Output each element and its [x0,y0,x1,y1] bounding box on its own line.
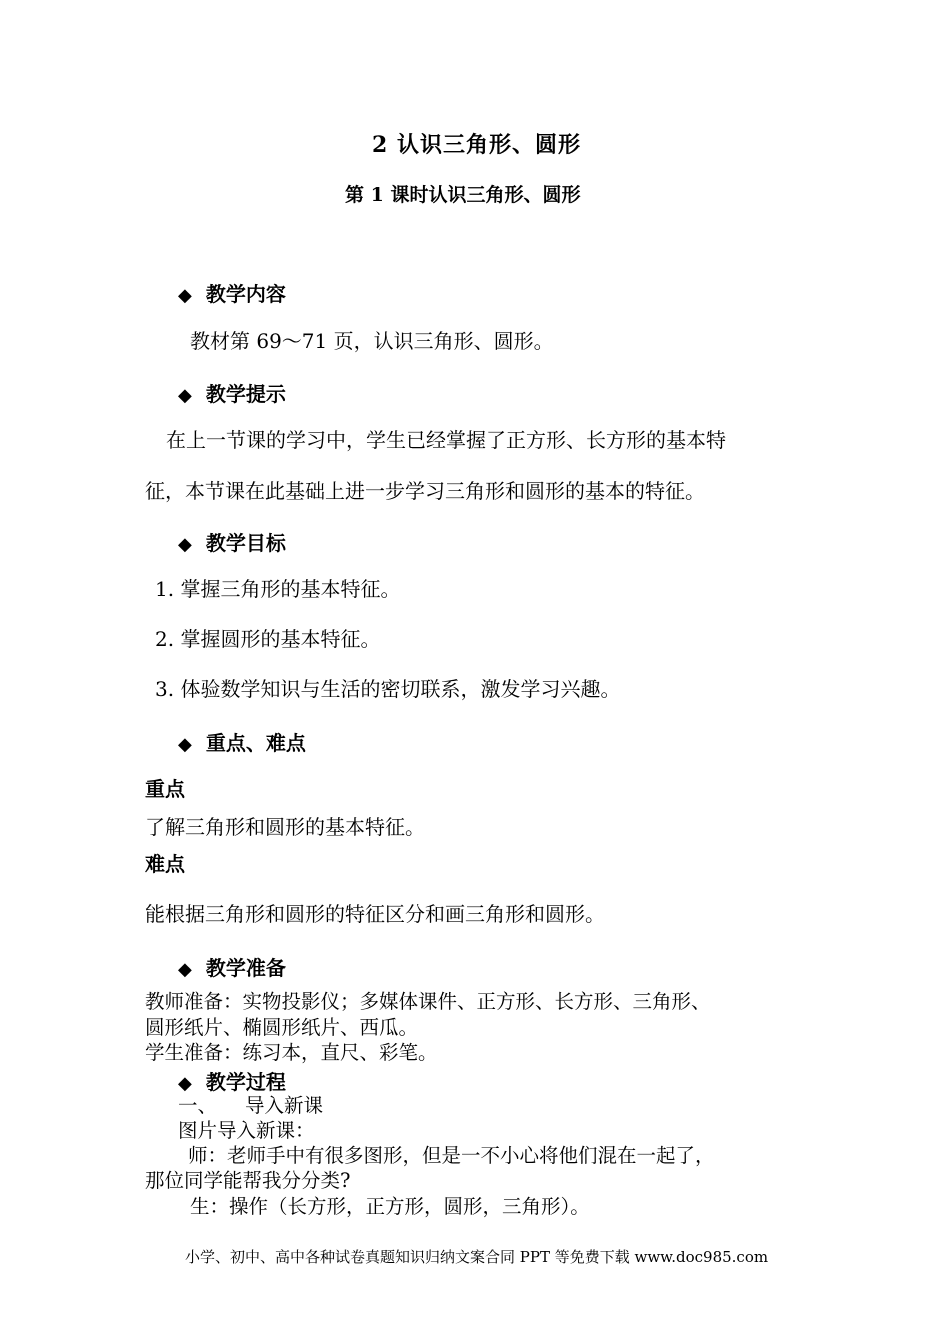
prep-teacher-line2: 圆形纸片、椭圆形纸片、西瓜。 [145,1016,419,1039]
page-subtitle: 第 1 课时认识三角形、圆形 [345,184,581,206]
goal-item-2: 2. 掌握圆形的基本特征。 [155,627,381,651]
process-step-number: 一、 [178,1094,218,1117]
section-heading-hint [178,378,286,407]
difficulty-text: 能根据三角形和圆形的特征区分和画三角形和圆形。 [145,902,605,926]
key-label: 重点 [145,777,185,801]
section-heading-label: 教学内容 [205,282,286,306]
section-heading-content [178,278,286,307]
process-step-label: 导入新课 [245,1094,324,1117]
diamond-bullet-icon: ◆ [178,385,192,406]
prep-student: 学生准备：练习本，直尺、彩笔。 [145,1041,438,1064]
section-heading-label: 重点、难点 [205,731,306,755]
section-heading-key [178,727,306,756]
diamond-bullet-icon: ◆ [178,285,192,306]
section-heading-prep [178,952,286,981]
difficulty-label: 难点 [145,852,185,876]
section-heading-label: 教学过程 [205,1070,286,1094]
section-heading-label: 教学提示 [205,382,286,406]
key-text: 了解三角形和圆形的基本特征。 [145,815,425,839]
section-heading-process [178,1066,286,1095]
prep-teacher-line1: 教师准备：实物投影仪；多媒体课件、正方形、长方形、三角形、 [145,990,711,1013]
page-title: 2 认识三角形、圆形 [372,132,581,158]
content-text: 教材第 69～71 页，认识三角形、圆形。 [190,329,554,353]
hint-text-line1: 在上一节课的学习中，学生已经掌握了正方形、长方形的基本特 [166,428,726,452]
section-heading-label: 教学目标 [205,531,286,555]
diamond-bullet-icon: ◆ [178,1073,192,1094]
footer-text: 小学、初中、高中各种试卷真题知识归纳文案合同 PPT 等免费下载 www.doc985.com [185,1248,769,1266]
goal-item-1: 1. 掌握三角形的基本特征。 [155,577,401,601]
process-teacher-line1: 师：老师手中有很多图形，但是一不小心将他们混在一起了， [188,1144,715,1167]
process-teacher-line2: 那位同学能帮我分分类? [145,1169,351,1192]
diamond-bullet-icon: ◆ [178,734,192,755]
goal-item-3: 3. 体验数学知识与生活的密切联系，激发学习兴趣。 [155,677,621,701]
hint-text-line2: 征，本节课在此基础上进一步学习三角形和圆形的基本的特征。 [145,479,705,503]
process-student: 生：操作（长方形，正方形，圆形，三角形）。 [190,1195,590,1218]
diamond-bullet-icon: ◆ [178,534,192,555]
diamond-bullet-icon: ◆ [178,959,192,980]
process-intro: 图片导入新课： [178,1119,315,1142]
section-heading-label: 教学准备 [205,956,286,980]
section-heading-goals [178,527,286,556]
